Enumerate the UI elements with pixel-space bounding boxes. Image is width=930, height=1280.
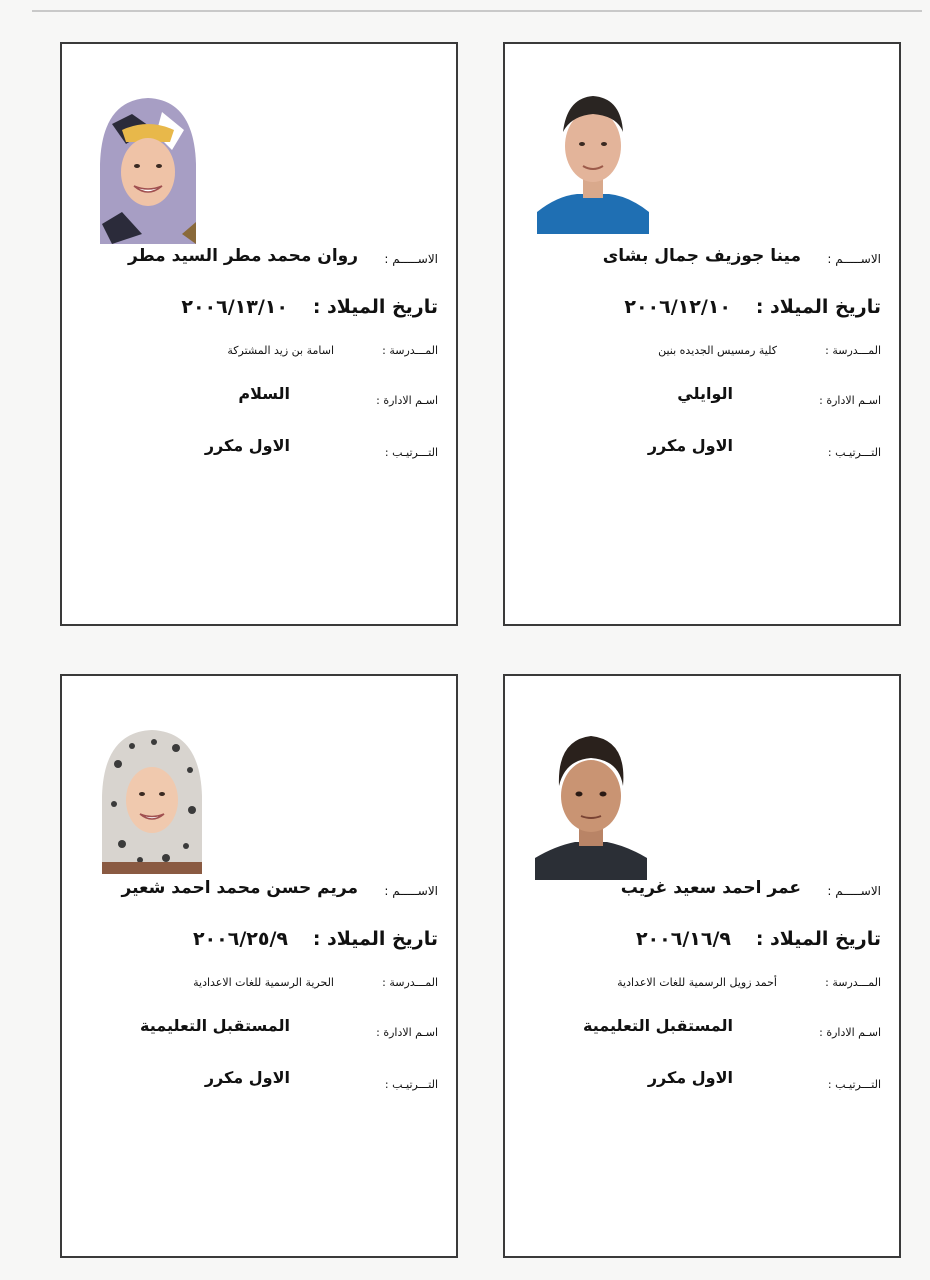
administration-value: الوايلي — [677, 384, 733, 403]
student-photo — [92, 94, 204, 244]
rank-label: التـــرتيـب : — [827, 1078, 881, 1091]
school-value: كلية رمسيس الجديده بنين — [658, 344, 777, 357]
name-label: الاســـــم : — [827, 884, 881, 898]
portrait-boy-icon — [537, 84, 649, 234]
student-card — [503, 674, 901, 1258]
student-photo — [537, 84, 649, 234]
administration-label: اسـم الادارة : — [819, 1026, 881, 1039]
birthdate-value: ٢٠٠٦/١٢/١٠ — [624, 296, 731, 318]
rank-value: الاول مكرر — [647, 1068, 733, 1087]
rank-value: الاول مكرر — [204, 1068, 290, 1087]
birthdate-value: ٢٠٠٦/١٦/٩ — [635, 928, 731, 950]
student-card — [60, 42, 458, 626]
student-card — [503, 42, 901, 626]
rank-label: التـــرتيـب : — [827, 446, 881, 459]
birthdate-value: ٢٠٠٦/١٣/١٠ — [181, 296, 288, 318]
rank-label: التـــرتيـب : — [384, 446, 438, 459]
school-value: اسامة بن زيد المشتركة — [227, 344, 334, 357]
portrait-boy-icon — [535, 730, 647, 880]
school-value: أحمد زويل الرسمية للغات الاعدادية — [617, 976, 777, 989]
school-label: المـــدرسة : — [825, 344, 881, 357]
administration-label: اسـم الادارة : — [376, 394, 438, 407]
birthdate-label: تاريخ الميلاد : — [755, 296, 881, 318]
administration-label: اسـم الادارة : — [819, 394, 881, 407]
student-name: مريم حسن محمد احمد شعير — [121, 878, 358, 898]
rank-label: التـــرتيـب : — [384, 1078, 438, 1091]
school-value: الحرية الرسمية للغات الاعدادية — [193, 976, 334, 989]
student-name: عمر احمد سعيد غريب — [620, 878, 801, 898]
student-photo — [535, 730, 647, 880]
birthdate-label: تاريخ الميلاد : — [312, 296, 438, 318]
top-rule — [32, 10, 922, 12]
birthdate-value: ٢٠٠٦/٢٥/٩ — [192, 928, 288, 950]
administration-value: المستقبل التعليمية — [582, 1016, 733, 1035]
administration-label: اسـم الادارة : — [376, 1026, 438, 1039]
student-card — [60, 674, 458, 1258]
student-name: مينا جوزيف جمال بشاى — [602, 246, 801, 266]
school-label: المـــدرسة : — [382, 344, 438, 357]
school-label: المـــدرسة : — [382, 976, 438, 989]
rank-value: الاول مكرر — [204, 436, 290, 455]
administration-value: السلام — [238, 384, 290, 403]
name-label: الاســـــم : — [384, 884, 438, 898]
name-label: الاســـــم : — [827, 252, 881, 266]
birthdate-label: تاريخ الميلاد : — [312, 928, 438, 950]
portrait-girl-icon — [96, 724, 208, 874]
school-label: المـــدرسة : — [825, 976, 881, 989]
name-label: الاســـــم : — [384, 252, 438, 266]
birthdate-label: تاريخ الميلاد : — [755, 928, 881, 950]
student-name: روان محمد مطر السيد مطر — [128, 246, 358, 266]
student-photo — [96, 724, 208, 874]
rank-value: الاول مكرر — [647, 436, 733, 455]
portrait-girl-icon — [92, 94, 204, 244]
administration-value: المستقبل التعليمية — [139, 1016, 290, 1035]
